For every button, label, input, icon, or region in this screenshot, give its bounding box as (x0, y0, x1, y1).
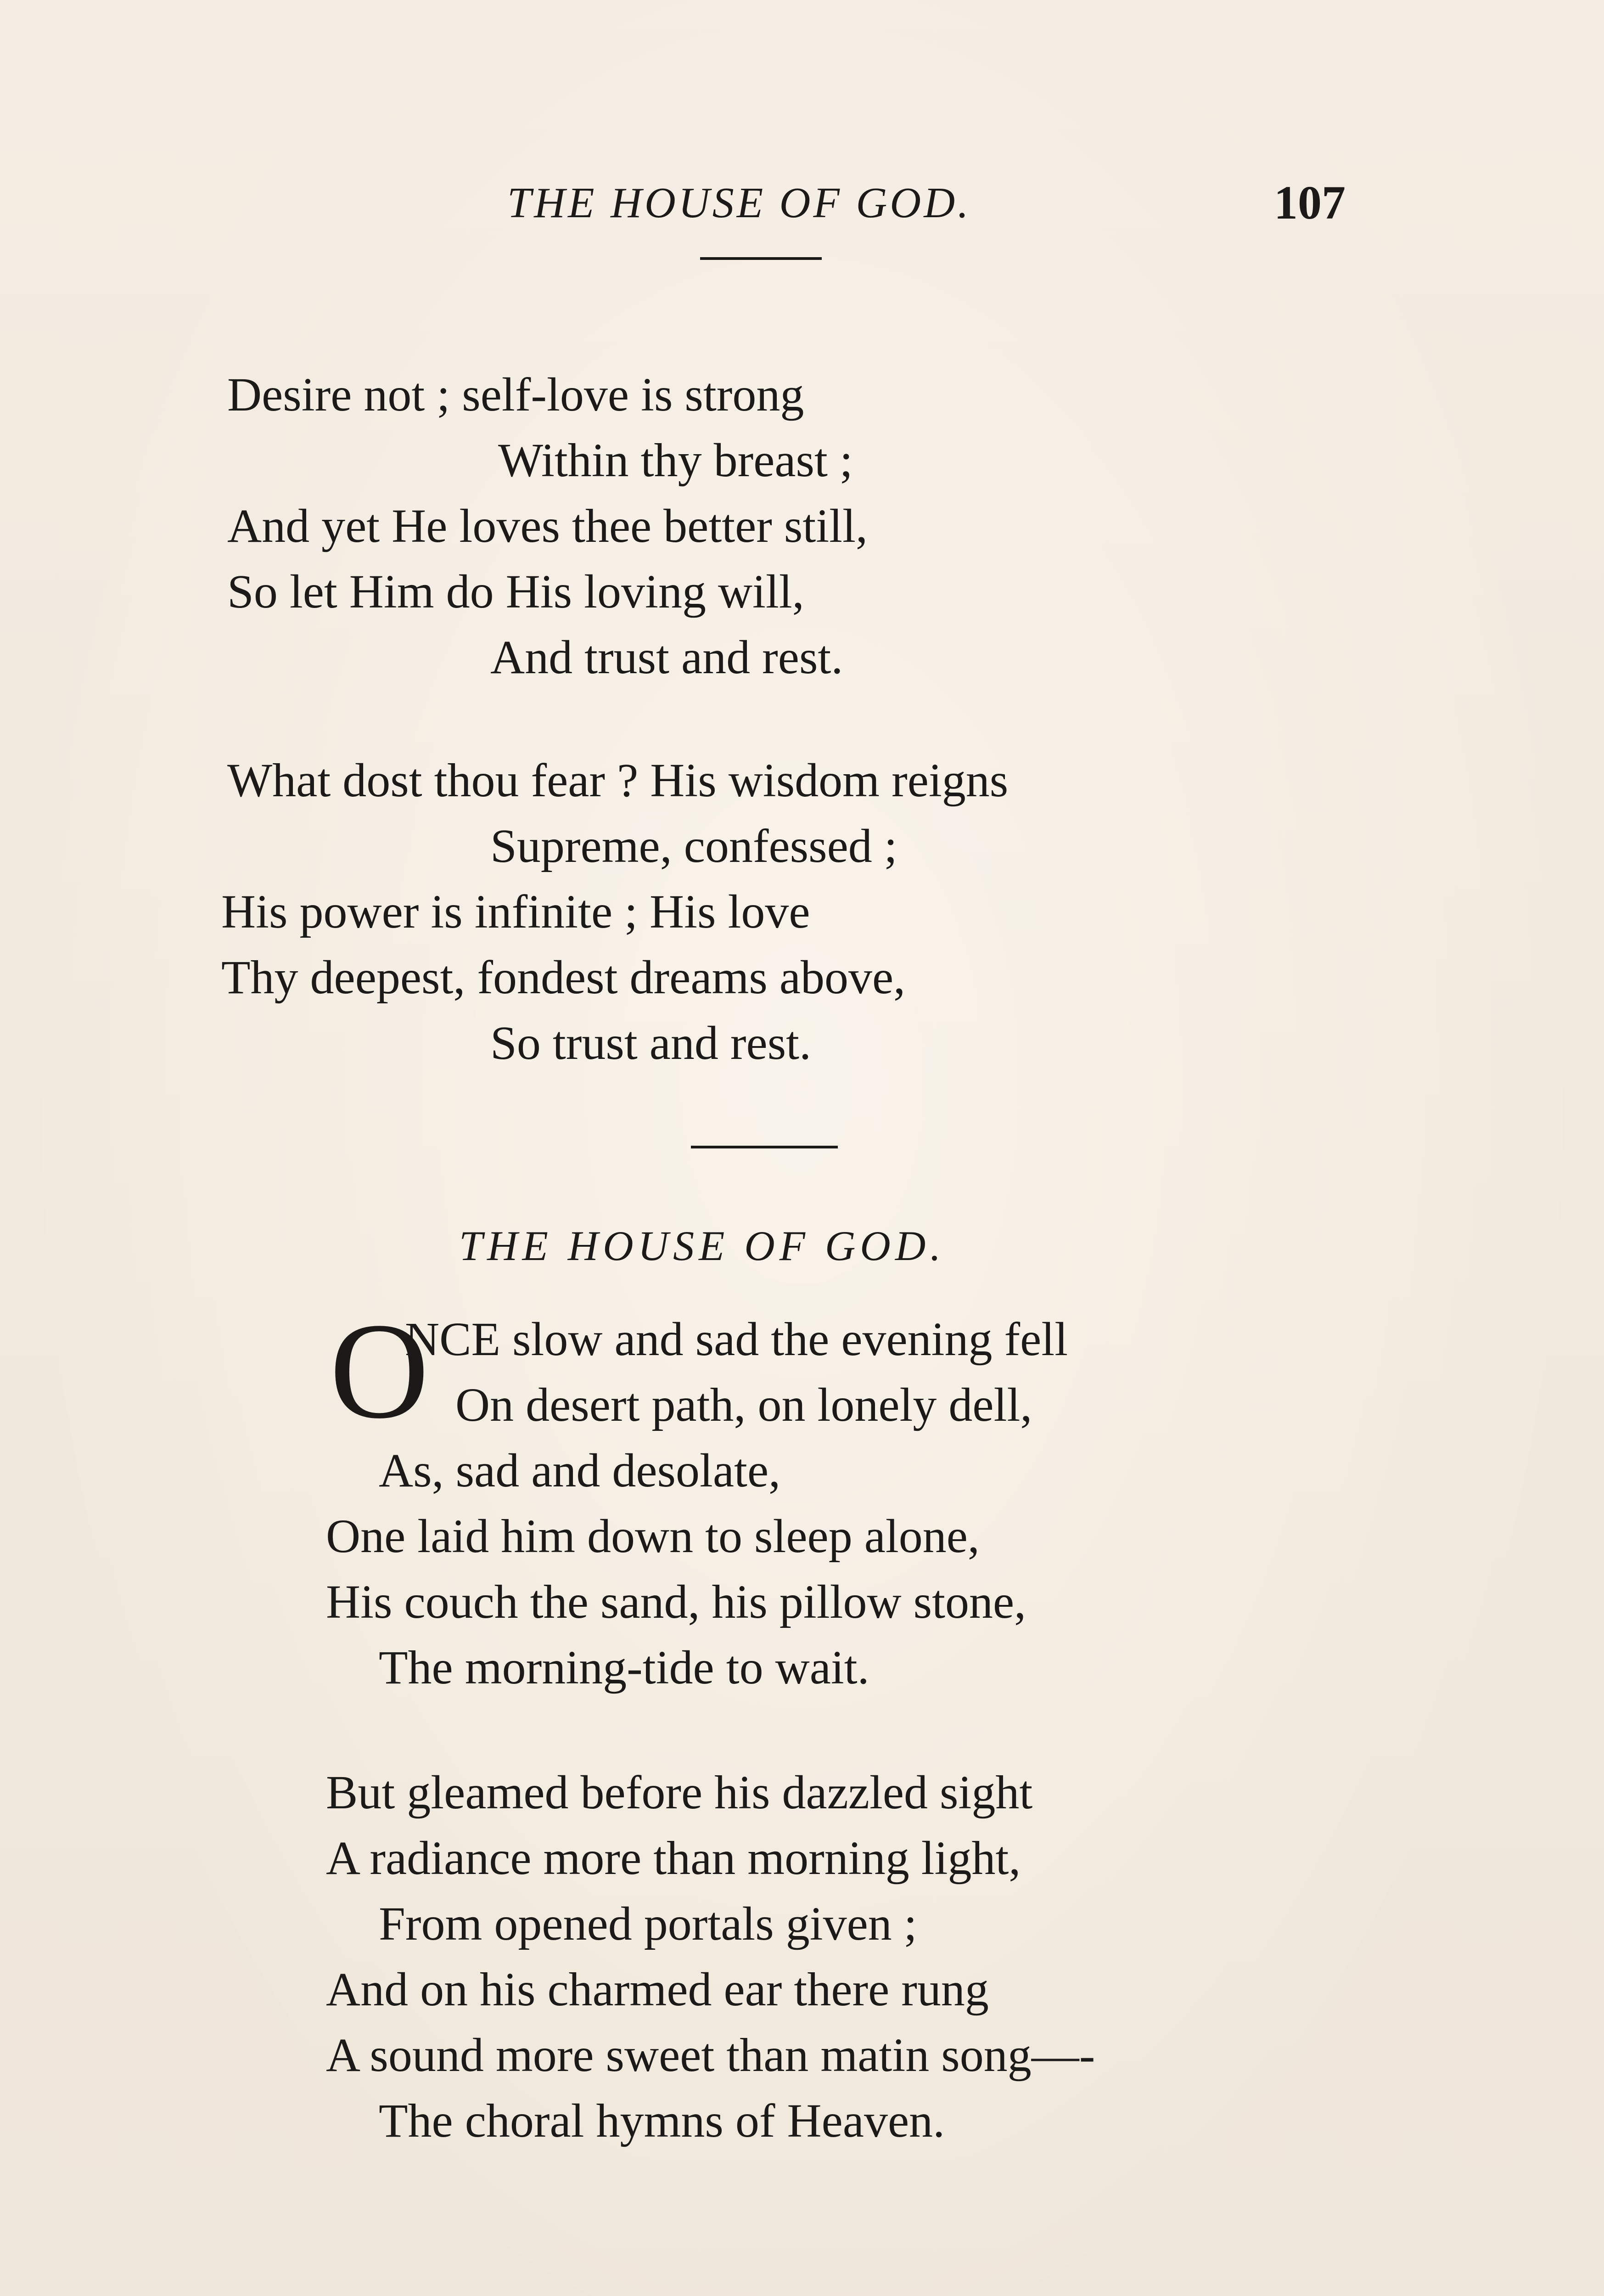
verse-line: Within thy breast ; (498, 434, 853, 487)
verse-line: Thy deepest, fondest dreams above, (221, 951, 906, 1004)
verse-line: On desert path, on lonely dell, (455, 1379, 1032, 1431)
page-number: 107 (1274, 176, 1346, 229)
running-title: THE HOUSE OF GOD. (507, 179, 971, 227)
page-header (0, 178, 1604, 233)
poem-title: THE HOUSE OF GOD. (459, 1222, 946, 1269)
verse-line: The morning-tide to wait. (379, 1641, 869, 1694)
verse-line: As, sad and desolate, (379, 1444, 781, 1497)
verse-line: And on his charmed ear there rung (326, 1963, 989, 2016)
verse-line: One laid him down to sleep alone, (326, 1510, 980, 1563)
verse-line: NCE slow and sad the evening fell (405, 1313, 1068, 1366)
verse-line: Supreme, confessed ; (490, 820, 897, 872)
header-rule (700, 257, 822, 260)
verse-line: Desire not ; self-love is strong (227, 368, 804, 421)
verse-line: And yet He loves thee better still, (227, 500, 868, 552)
verse-line: And trust and rest. (490, 631, 843, 684)
verse-line: A sound more sweet than matin song—- (326, 2029, 1095, 2082)
verse-line: A radiance more than morning light, (326, 1832, 1021, 1885)
verse-line: What dost thou fear ? His wisdom reigns (227, 754, 1009, 807)
verse-line: So trust and rest. (490, 1017, 812, 1069)
verse-line: The choral hymns of Heaven. (379, 2094, 945, 2147)
verse-line: His power is infinite ; His love (221, 885, 810, 938)
verse-line: So let Him do His loving will, (227, 565, 804, 618)
verse-line: His couch the sand, his pillow stone, (326, 1576, 1026, 1628)
verse-line: But gleamed before his dazzled sight (326, 1766, 1033, 1819)
section-rule (691, 1146, 838, 1148)
drop-cap: O (330, 1294, 429, 1447)
verse-line: From opened portals given ; (379, 1897, 917, 1950)
